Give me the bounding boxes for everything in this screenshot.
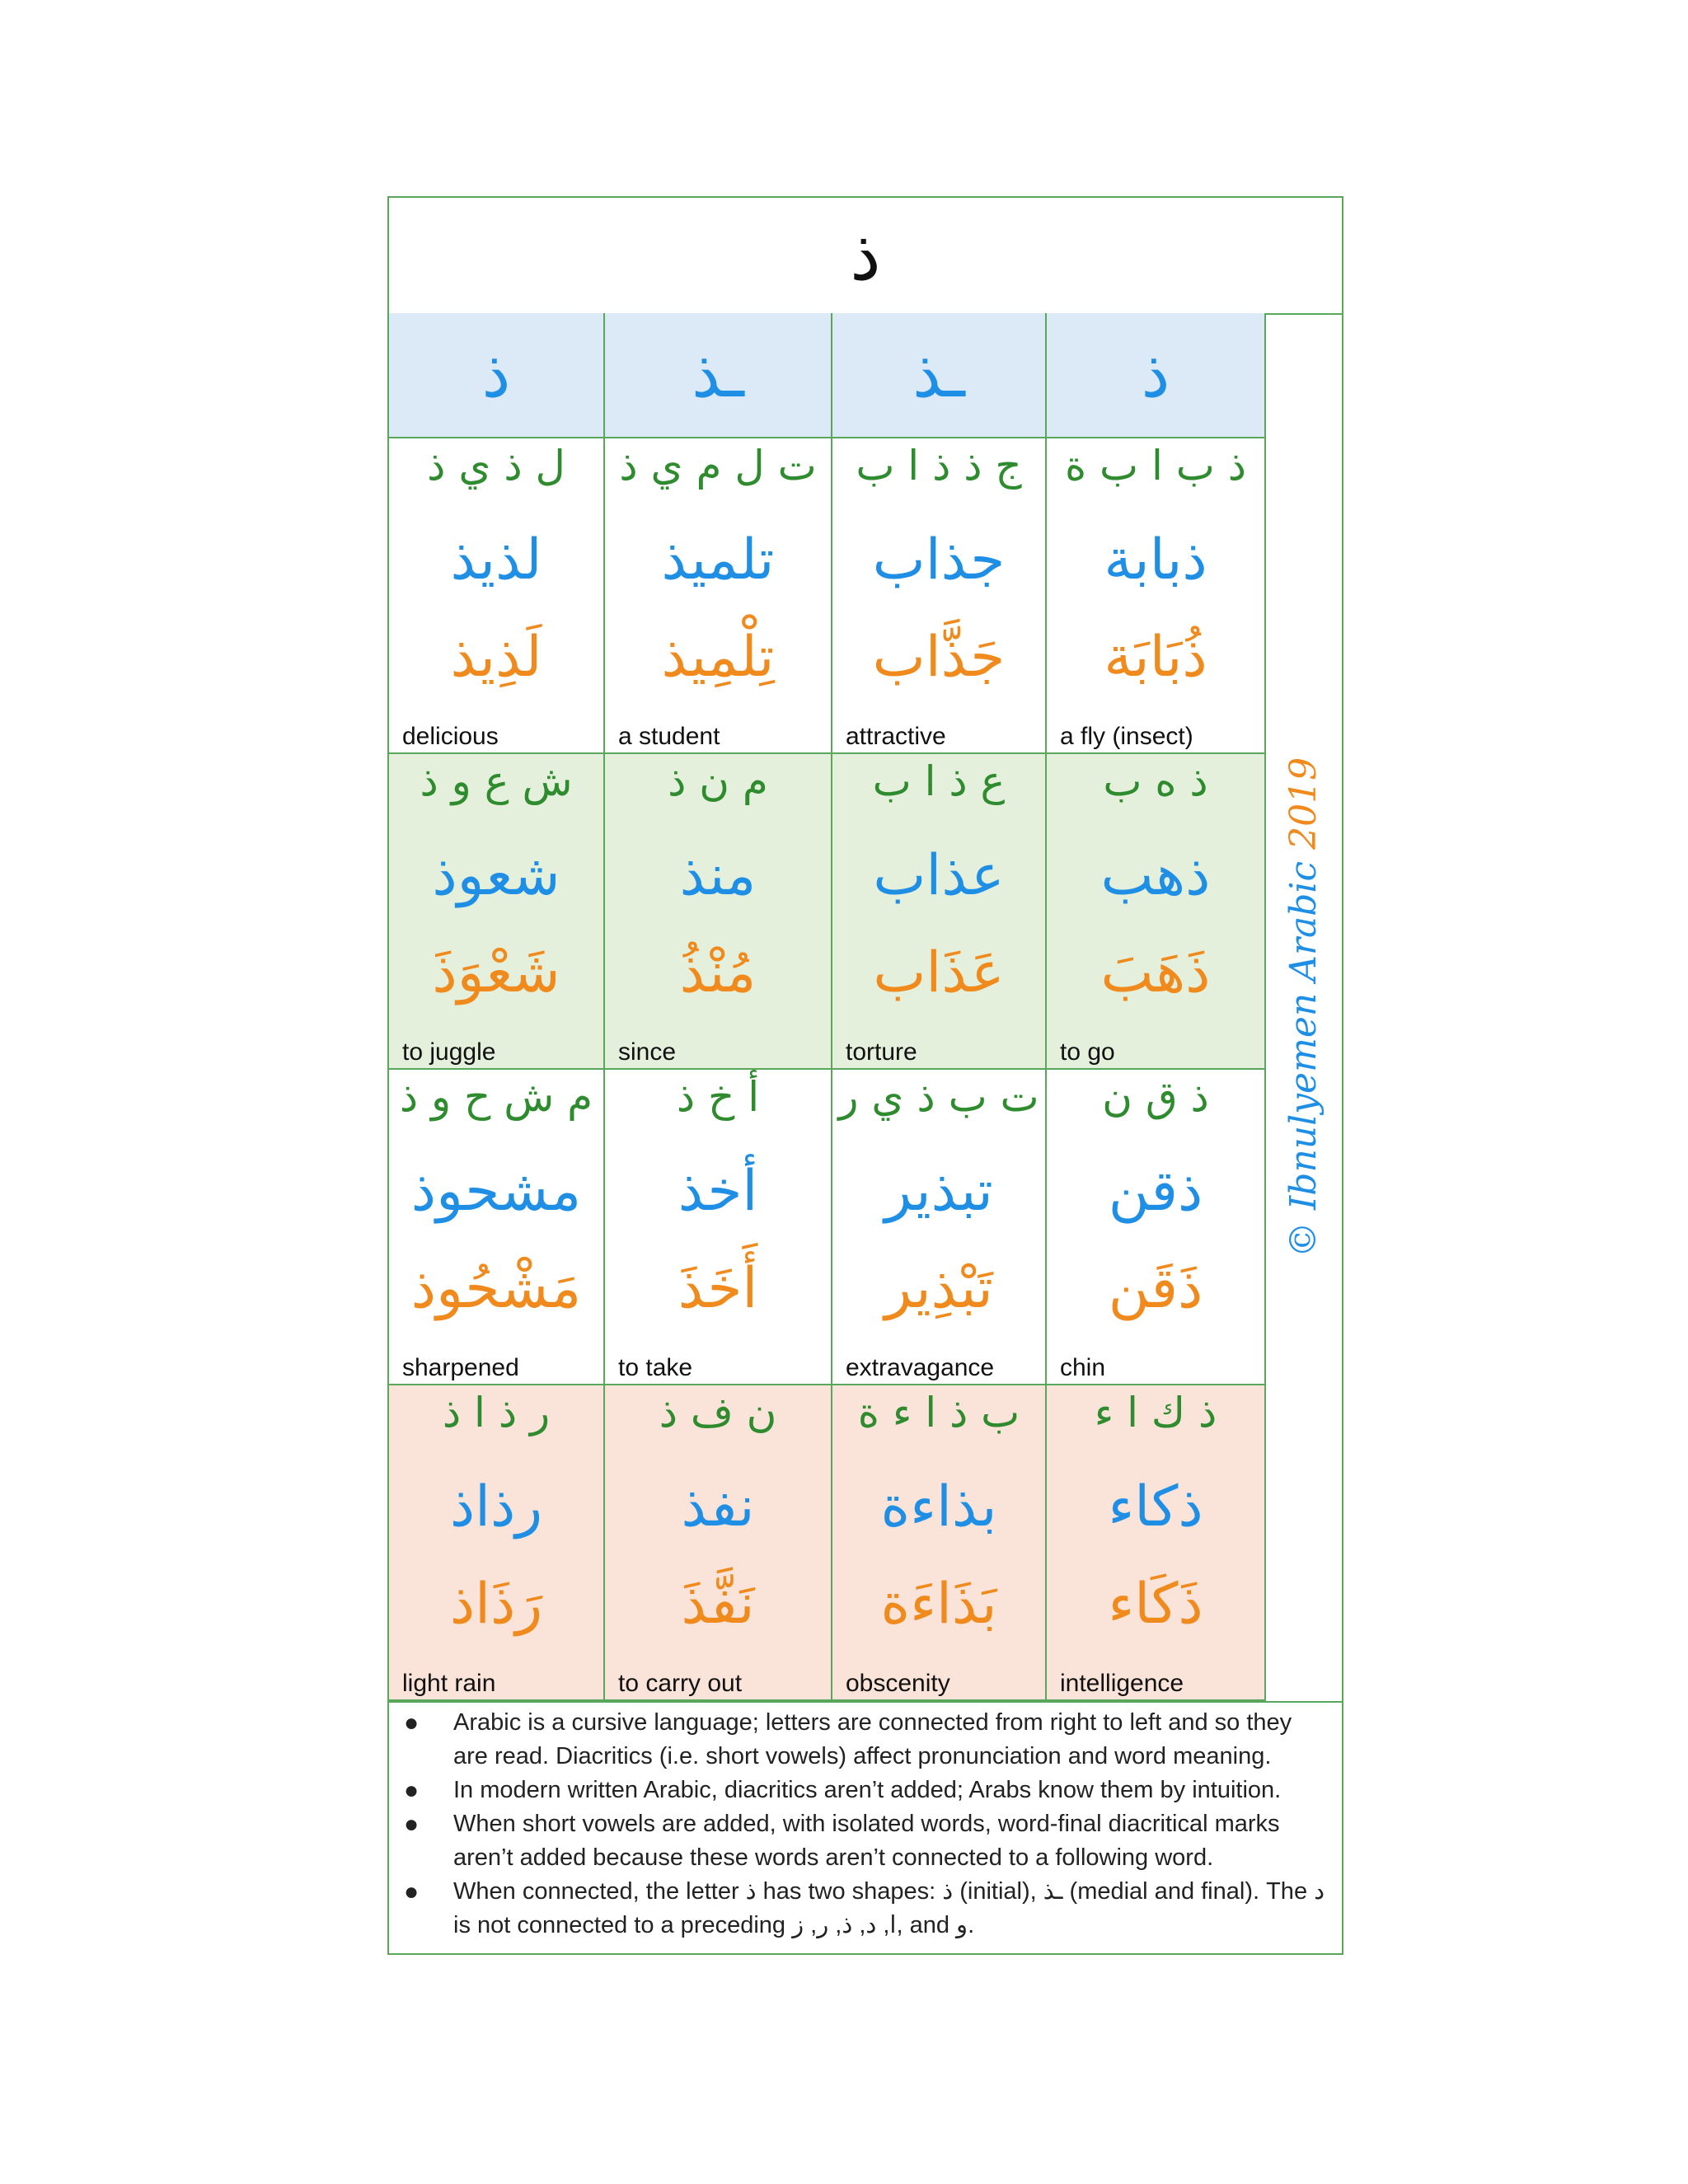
word-meaning: to carry out [618,1670,743,1697]
page-title: ذ [389,198,1342,315]
word-voweled: تَبْذِير [884,1256,993,1321]
word-voweled: عَذَاب [873,940,1005,1005]
word-card [832,1385,1047,1699]
word-meaning: to take [618,1354,693,1381]
word-letters: ب ذ ا ء ة [857,1389,1020,1436]
letter-sheet [387,196,1343,1955]
word-card [605,1385,832,1699]
word-voweled: تِلْمِيذ [661,625,775,690]
word-meaning: delicious [402,723,499,750]
note-item [397,1774,1325,1807]
word-letters: ر ذ ا ذ [442,1389,551,1436]
word-letters: ذ ه ب [1103,757,1208,805]
word-card [832,754,1047,1068]
note-text: In modern written Arabic, diacritics aren’t added; Arabs know them by intuition. [453,1777,1282,1803]
word-letters: ذ ك ا ء [1094,1389,1217,1436]
word-grid [389,313,1266,1701]
word-letters: ع ذ ا ب [872,757,1006,805]
word-letters: ذ ب ا ب ة [1064,442,1247,490]
word-voweled: لَذِيذ [450,625,542,690]
letter-form: ذ [389,313,605,437]
word-plain: مشحوذ [410,1159,582,1224]
word-plain: جذاب [872,527,1006,593]
word-voweled: مُنْذُ [679,940,757,1005]
copyright-year: 2019 [1282,757,1325,850]
word-plain: منذ [679,843,757,908]
word-plain: شعوذ [432,843,560,908]
word-voweled: بَذَاءَة [880,1572,997,1637]
word-letters: ت ل م ي ذ [619,442,817,490]
word-card [1047,438,1266,752]
letter-form: ذ [1047,313,1266,437]
word-row [389,1385,1266,1701]
word-plain: أخذ [678,1159,758,1224]
word-row [389,754,1266,1070]
copyright-column [1266,313,1342,1701]
word-letters: ذ ق ن [1102,1073,1209,1121]
word-letters: ج ذ ذ ا ب [856,442,1022,490]
word-card [832,438,1047,752]
note-text: When connected, the letter ذ has two shapes: ذ (initial), ـذ (medial and final). The د is not connected to a preceding ا, د, ذ, ر, ز, and و. [453,1878,1325,1938]
word-card [1047,1070,1266,1384]
word-row [389,438,1266,754]
copyright-text: © Ibnulyemen Arabic [1282,849,1325,1258]
word-meaning: since [618,1038,677,1066]
word-plain: ذهب [1100,843,1211,908]
word-meaning: a student [618,723,720,750]
word-plain: نفذ [681,1474,755,1540]
word-meaning: intelligence [1060,1670,1184,1697]
bullet-icon: ● [404,1777,420,1804]
word-card [389,754,605,1068]
word-card [605,438,832,752]
bullet-icon: ● [404,1811,420,1838]
word-voweled: مَشْحُوذ [410,1256,582,1321]
word-card [389,438,605,752]
word-voweled: رَذَاذ [449,1572,543,1637]
word-plain: رذاذ [449,1474,543,1540]
bullet-icon: ● [404,1709,420,1736]
word-card [389,1070,605,1384]
word-card [1047,754,1266,1068]
word-voweled: شَعْوَذَ [432,940,560,1005]
word-voweled: ذَقَن [1108,1256,1203,1321]
word-letters: م ن ذ [668,757,768,805]
copyright-notice [1283,757,1325,1257]
word-meaning: to juggle [402,1038,496,1066]
word-meaning: light rain [402,1670,496,1697]
word-meaning: torture [846,1038,917,1066]
word-plain: بذاءة [880,1474,997,1540]
note-text: When short vowels are added, with isolated words, word-final diacritical marks aren’t added because these words aren’t connected to a following word. [453,1811,1280,1871]
word-letters: ت ب ذ ي ر [838,1073,1039,1121]
word-voweled: أَخَذَ [678,1256,758,1321]
word-letters: ل ذ ي ذ [427,442,565,490]
word-plain: ذكاء [1108,1474,1203,1540]
word-voweled: ذَهَبَ [1100,940,1211,1005]
letter-form: ـذ [832,313,1047,437]
word-card [389,1385,605,1699]
word-plain: ذبابة [1104,527,1207,593]
note-item [397,1807,1325,1875]
word-card [832,1070,1047,1384]
word-meaning: a fly (insect) [1060,723,1193,750]
word-meaning: obscenity [846,1670,950,1697]
bullet-icon: ● [404,1878,420,1905]
word-plain: تبذير [884,1159,993,1224]
word-row [389,1070,1266,1385]
word-letters: م ش ح و ذ [399,1073,593,1121]
word-plain: لذيذ [450,527,542,593]
letter-form: ـذ [605,313,832,437]
word-meaning: sharpened [402,1354,519,1381]
word-meaning: chin [1060,1354,1106,1381]
note-item [397,1706,1325,1774]
word-meaning: to go [1060,1038,1115,1066]
word-letters: أ خ ذ [676,1073,760,1121]
notes-section [389,1701,1342,1953]
word-voweled: جَذَّاب [872,625,1006,690]
notes-list [397,1706,1325,1943]
word-letters: ن ف ذ [659,1389,777,1436]
word-meaning: extravagance [846,1354,995,1381]
word-voweled: ذُبَابَة [1104,625,1207,690]
word-letters: ش ع و ذ [420,757,573,805]
note-text: Arabic is a cursive language; letters are connected from right to left and so they are read. Diacritics (i.e. short vowels) affect pronunciation and word meaning. [453,1709,1292,1769]
word-voweled: ذَكَاء [1108,1572,1203,1637]
letter-forms-row [389,313,1266,438]
word-card [605,754,832,1068]
word-card [1047,1385,1266,1699]
word-plain: عذاب [873,843,1005,908]
word-plain: ذقن [1108,1159,1203,1224]
word-meaning: attractive [846,723,946,750]
word-card [605,1070,832,1384]
word-voweled: نَفَّذَ [681,1572,755,1637]
note-item [397,1875,1325,1943]
word-plain: تلميذ [661,527,775,593]
